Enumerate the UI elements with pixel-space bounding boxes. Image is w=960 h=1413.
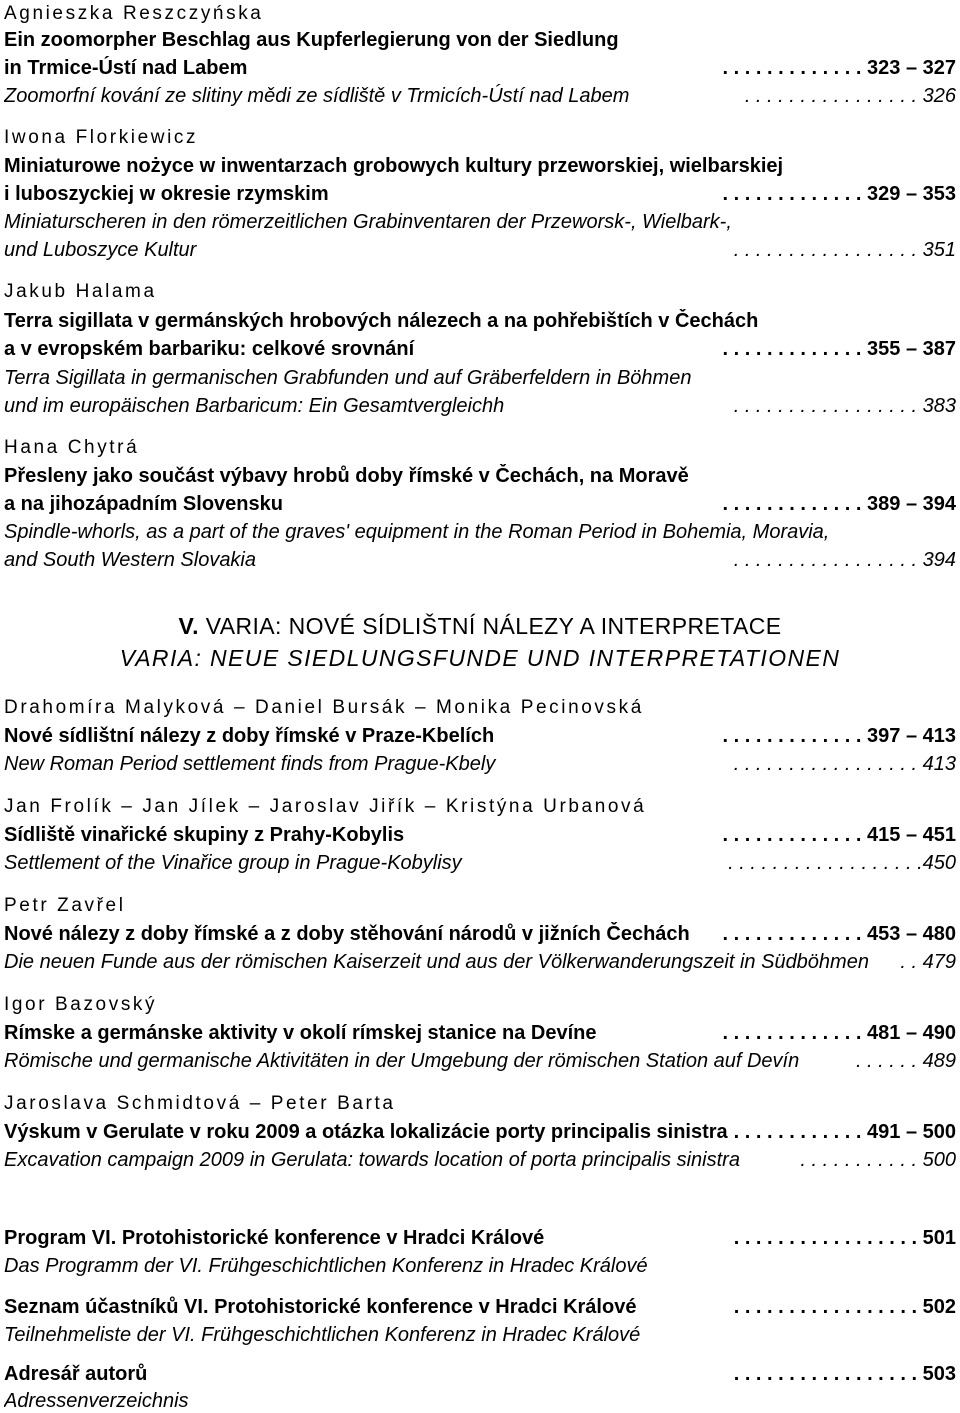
entry-title-cont: in Trmice-Ústí nad Labem xyxy=(4,57,248,79)
entry-title: Nové nálezy z doby římské a z doby stěhování národů v jižních Čechách xyxy=(4,923,690,945)
page-number: . . . . . . . . . . . . . . . . 326 xyxy=(744,85,956,107)
entry-title-line[interactable] xyxy=(4,1021,958,1045)
entry-subtitle: Die neuen Funde aus der römischen Kaiserzeit und aus der Völkerwanderungszeit in Südböhmen xyxy=(4,951,869,973)
entry-title-line[interactable] xyxy=(4,823,958,847)
entry-title-line[interactable] xyxy=(4,1362,958,1386)
entry-author: Hana Chytrá xyxy=(4,437,140,458)
entry-title[interactable]: Terra sigillata v germánských hrobových nálezech a na pohřebištích v Čechách xyxy=(4,310,759,332)
entry-subtitle[interactable]: Teilnehmeliste der VI. Frühgeschichtlichen Konferenz in Hradec Králové xyxy=(4,1324,641,1346)
page-range: . . . . . . . . . . . . . 323 – 327 xyxy=(722,57,956,79)
page-range: . . . . . . . . . . . . . 355 – 387 xyxy=(722,338,956,360)
page-range: . . . . . . . . . . . . . 397 – 413 xyxy=(722,725,956,747)
entry-author: Jaroslava Schmidtová – Peter Barta xyxy=(4,1093,396,1114)
entry-title-cont: a na jihozápadním Slovensku xyxy=(4,493,283,515)
page-number: . . . . . . . . . . . . . . . . . 383 xyxy=(733,395,956,417)
entry-subtitle-line[interactable] xyxy=(4,84,958,108)
page-number: . . . . . . . . . . . . . . . . . 501 xyxy=(733,1227,956,1249)
page-range: . . . . . . . . . . . . . 481 – 490 xyxy=(722,1022,956,1044)
page-number: . . . . . . 489 xyxy=(855,1050,956,1072)
entry-subtitle-cont: und im europäischen Barbaricum: Ein Gesamtvergleichh xyxy=(4,395,505,417)
entry-author: Iwona Florkiewicz xyxy=(4,127,199,148)
page-range: . . . . . . . . . . . . . 389 – 394 xyxy=(722,493,956,515)
section-title: VARIA: NOVÉ SÍDLIŠTNÍ NÁLEZY A INTERPRETACE xyxy=(198,613,782,639)
entry-subtitle[interactable]: Adressenverzeichnis xyxy=(4,1390,189,1412)
entry-subtitle[interactable]: Miniaturscheren in den römerzeitlichen Grabinventaren der Przeworsk-, Wielbark-, xyxy=(4,211,732,233)
entry-title: Sídliště vinařické skupiny z Prahy-Kobylis xyxy=(4,824,405,846)
page-number: . . . . . . . . . . . . . . . . . .450 xyxy=(728,852,956,874)
page-range: . . . . . . . . . . . . 491 – 500 xyxy=(733,1121,956,1143)
entry-author: Drahomíra Malyková – Daniel Bursák – Monika Pecinovská xyxy=(4,697,644,718)
entry-title-line[interactable] xyxy=(4,492,958,516)
entry-subtitle: New Roman Period settlement finds from Prague-Kbely xyxy=(4,753,496,775)
entry-subtitle-line[interactable] xyxy=(4,394,958,418)
entry-title-line[interactable] xyxy=(4,337,958,361)
page-number: . . . . . . . . . . . . . . . . . 503 xyxy=(733,1363,956,1385)
entry-subtitle-line[interactable] xyxy=(4,548,958,572)
page-number: . . . . . . . . . . . . . . . . . 502 xyxy=(733,1296,956,1318)
page-number: . . . . . . . . . . . . . . . . . 394 xyxy=(733,549,956,571)
entry-title: Výskum v Gerulate v roku 2009 a otázka lokalizácie porty principalis sinistra xyxy=(4,1121,728,1143)
entry-title-cont: i luboszyckiej w okresie rzymskim xyxy=(4,183,329,205)
entry-subtitle: Excavation campaign 2009 in Gerulata: towards location of porta principalis sinistra xyxy=(4,1149,740,1171)
entry-subtitle-line[interactable] xyxy=(4,950,958,974)
page-number: . . . . . . . . . . . . . . . . . 413 xyxy=(733,753,956,775)
entry-author: Agnieszka Reszczyńska xyxy=(4,3,264,24)
entry-subtitle-line[interactable] xyxy=(4,752,958,776)
entry-title-cont: a v evropském barbariku: celkové srovnání xyxy=(4,338,415,360)
entry-title[interactable]: Přesleny jako součást výbavy hrobů doby římské v Čechách, na Moravě xyxy=(4,465,689,487)
entry-title: Rímske a germánske aktivity v okolí rímskej stanice na Devíne xyxy=(4,1022,597,1044)
entry-subtitle-line[interactable] xyxy=(4,851,958,875)
entry-subtitle[interactable]: Das Programm der VI. Frühgeschichtlichen Konferenz in Hradec Králové xyxy=(4,1255,648,1277)
entry-title-line[interactable] xyxy=(4,56,958,80)
entry-subtitle: Zoomorfní kování ze slitiny mědi ze sídliště v Trmicích-Ústí nad Labem xyxy=(4,85,630,107)
entry-title[interactable]: Ein zoomorpher Beschlag aus Kupferlegierung von der Siedlung xyxy=(4,29,619,51)
entry-title-line[interactable] xyxy=(4,1120,958,1144)
entry-author: Petr Zavřel xyxy=(4,895,126,916)
entry-subtitle-line[interactable] xyxy=(4,1049,958,1073)
entry-subtitle: Römische und germanische Aktivitäten in der Umgebung der römischen Station auf Devín xyxy=(4,1050,800,1072)
entry-subtitle-line[interactable] xyxy=(4,1148,958,1172)
entry-title-line[interactable] xyxy=(4,1226,958,1250)
page-number: . . . . . . . . . . . 500 xyxy=(800,1149,956,1171)
entry-subtitle: Settlement of the Vinařice group in Prague-Kobylisy xyxy=(4,852,462,874)
entry-title: Adresář autorů xyxy=(4,1363,148,1385)
entry-title-line[interactable] xyxy=(4,922,958,946)
entry-title: Seznam účastníků VI. Protohistorické konference v Hradci Králové xyxy=(4,1296,637,1318)
entry-subtitle-cont: and South Western Slovakia xyxy=(4,549,257,571)
entry-title[interactable]: Miniaturowe nożyce w inwentarzach grobowych kultury przeworskiej, wielbarskiej xyxy=(4,155,784,177)
entry-title-line[interactable] xyxy=(4,1295,958,1319)
entry-subtitle-cont: und Luboszyce Kultur xyxy=(4,239,197,261)
entry-title-line[interactable] xyxy=(4,724,958,748)
page-range: . . . . . . . . . . . . . 453 – 480 xyxy=(722,923,956,945)
section-subtitle: VARIA: NEUE SIEDLUNGSFUNDE UND INTERPRETATIONEN xyxy=(119,645,841,671)
section-heading xyxy=(0,612,960,640)
page-number: . . . . . . . . . . . . . . . . . 351 xyxy=(733,239,956,261)
page-number: . . 479 xyxy=(900,951,956,973)
entry-subtitle[interactable]: Terra Sigillata in germanischen Grabfunden und auf Gräberfeldern in Böhmen xyxy=(4,367,692,389)
page-range: . . . . . . . . . . . . . 415 – 451 xyxy=(722,824,956,846)
section-number: V. xyxy=(178,613,199,639)
entry-subtitle[interactable]: Spindle-whorls, as a part of the graves' equipment in the Roman Period in Bohemia, Moravia, xyxy=(4,521,830,543)
entry-author: Jan Frolík – Jan Jílek – Jaroslav Jiřík – Kristýna Urbanová xyxy=(4,796,647,817)
entry-title-line[interactable] xyxy=(4,182,958,206)
entry-author: Jakub Halama xyxy=(4,281,157,302)
entry-subtitle-line[interactable] xyxy=(4,238,958,262)
entry-title: Program VI. Protohistorické konference v Hradci Králové xyxy=(4,1227,545,1249)
entry-author: Igor Bazovský xyxy=(4,994,158,1015)
entry-title: Nové sídlištní nálezy z doby římské v Praze-Kbelích xyxy=(4,725,495,747)
page-range: . . . . . . . . . . . . . 329 – 353 xyxy=(722,183,956,205)
